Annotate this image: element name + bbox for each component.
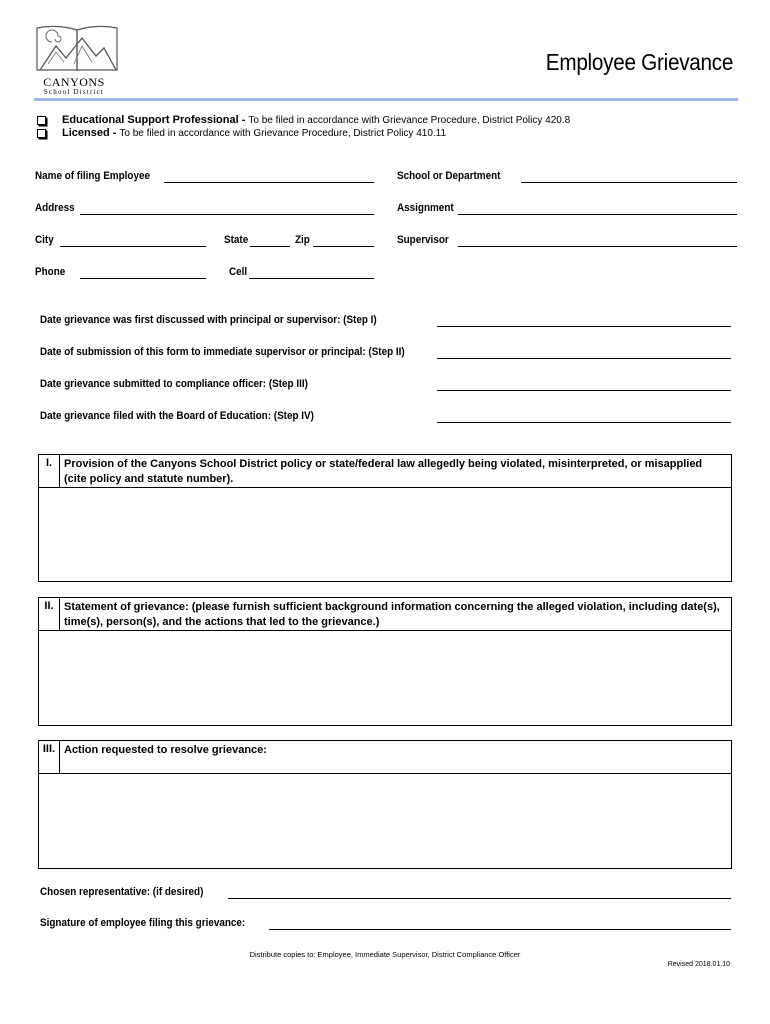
state-field[interactable] bbox=[250, 246, 290, 247]
date-step-1-field[interactable] bbox=[437, 326, 731, 327]
option-esp bbox=[37, 114, 570, 126]
representative-field[interactable] bbox=[228, 898, 731, 899]
header-divider bbox=[34, 98, 738, 101]
phone-label: Phone bbox=[35, 266, 66, 278]
logo-name: CANYONS bbox=[43, 75, 105, 89]
city-label: City bbox=[35, 234, 54, 246]
school-label: School or Department bbox=[397, 170, 501, 182]
option-label: Licensed - bbox=[62, 127, 117, 139]
date-step-4-label: Date grievance filed with the Board of Education: (Step IV) bbox=[40, 410, 314, 422]
section-action bbox=[38, 740, 732, 869]
section-header bbox=[39, 455, 731, 488]
option-label: Educational Support Professional - bbox=[62, 114, 246, 126]
section-provision bbox=[38, 454, 732, 582]
page-title: Employee Grievance bbox=[545, 49, 733, 75]
representative-label: Chosen representative: (if desired) bbox=[40, 886, 204, 898]
section-number: I. bbox=[39, 455, 60, 487]
state-label: State bbox=[224, 234, 249, 246]
provision-textarea[interactable] bbox=[39, 488, 731, 581]
date-step-2-label: Date of submission of this form to immediate supervisor or principal: (Step II) bbox=[40, 346, 405, 358]
school-field[interactable] bbox=[521, 182, 737, 183]
city-field[interactable] bbox=[60, 246, 206, 247]
date-step-3-field[interactable] bbox=[437, 390, 731, 391]
revision-date: Revised 2018.01.10 bbox=[667, 961, 730, 968]
option-note: To be filed in accordance with Grievance Procedure, District Policy 410.11 bbox=[119, 127, 447, 139]
section-number: II. bbox=[39, 598, 60, 630]
assignment-label: Assignment bbox=[397, 202, 454, 214]
date-step-1-label: Date grievance was first discussed with principal or supervisor: (Step I) bbox=[40, 314, 377, 326]
logo-subtitle: School District bbox=[43, 88, 105, 96]
zip-label: Zip bbox=[295, 234, 310, 246]
cell-label: Cell bbox=[229, 266, 248, 278]
section-title: Provision of the Canyons School District policy or state/federal law allegedly being violated, misinterpreted, or misapplied (cite policy and statute number). bbox=[64, 458, 703, 485]
section-statement bbox=[38, 597, 732, 726]
name-label: Name of filing Employee bbox=[35, 170, 150, 182]
cell-field[interactable] bbox=[249, 278, 374, 279]
date-step-3-label: Date grievance submitted to compliance officer: (Step III) bbox=[40, 378, 308, 390]
section-title: Statement of grievance: (please furnish sufficient background information concerning the alleged violation, including date(s), time(s), person(s), and the actions that led to the grievance.) bbox=[64, 601, 720, 628]
address-label: Address bbox=[35, 202, 75, 214]
supervisor-field[interactable] bbox=[458, 246, 737, 247]
section-title: Action requested to resolve grievance: bbox=[64, 744, 267, 756]
section-header bbox=[39, 598, 731, 631]
statement-textarea[interactable] bbox=[39, 631, 731, 725]
mountain-book-icon bbox=[34, 24, 124, 76]
signature-field[interactable] bbox=[269, 929, 731, 930]
option-licensed bbox=[37, 127, 446, 139]
district-logo bbox=[34, 24, 124, 98]
assignment-field[interactable] bbox=[458, 214, 737, 215]
esp-checkbox[interactable] bbox=[37, 116, 46, 125]
signature-label: Signature of employee filing this grievance: bbox=[40, 917, 246, 929]
distribution-note: Distribute copies to: Employee, Immediate Supervisor, District Compliance Officer bbox=[249, 950, 521, 959]
date-step-4-field[interactable] bbox=[437, 422, 731, 423]
zip-field[interactable] bbox=[313, 246, 374, 247]
phone-field[interactable] bbox=[80, 278, 206, 279]
date-step-2-field[interactable] bbox=[437, 358, 731, 359]
name-field[interactable] bbox=[164, 182, 374, 183]
section-header bbox=[39, 741, 731, 774]
licensed-checkbox[interactable] bbox=[37, 129, 46, 138]
action-textarea[interactable] bbox=[39, 774, 731, 868]
section-number: III. bbox=[39, 741, 60, 773]
option-note: To be filed in accordance with Grievance Procedure, District Policy 420.8 bbox=[248, 114, 571, 126]
supervisor-label: Supervisor bbox=[397, 234, 449, 246]
address-field[interactable] bbox=[80, 214, 374, 215]
